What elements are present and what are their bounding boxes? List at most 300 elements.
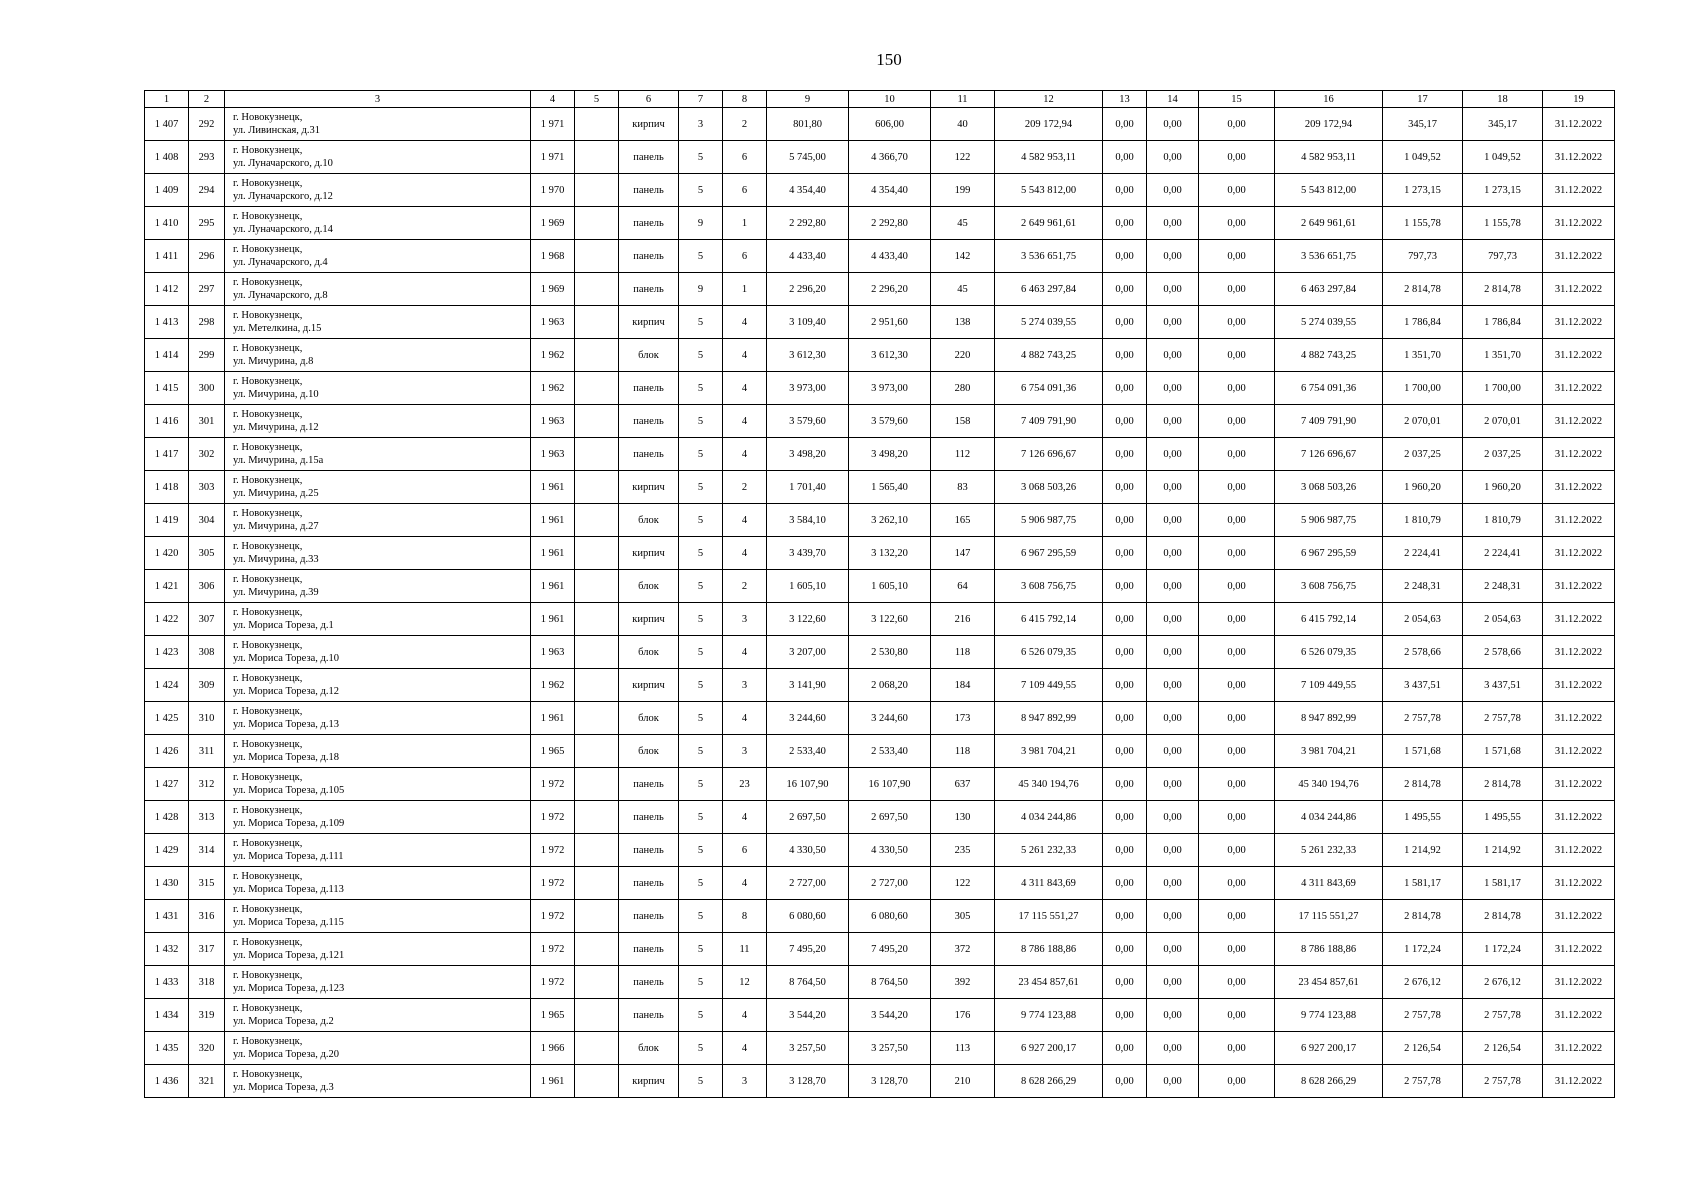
column-15-cell: 0,00 <box>1199 702 1275 735</box>
deadline-date-cell: 31.12.2022 <box>1543 834 1615 867</box>
column-14-cell: 0,00 <box>1147 768 1199 801</box>
item-number-cell: 316 <box>189 900 225 933</box>
column-18-cell: 345,17 <box>1463 108 1543 141</box>
column-15-cell: 0,00 <box>1199 636 1275 669</box>
registry-number-cell: 1 430 <box>145 867 189 900</box>
column-16-cell: 5 261 232,33 <box>1275 834 1383 867</box>
column-18-cell: 3 437,51 <box>1463 669 1543 702</box>
column-18-cell: 1 214,92 <box>1463 834 1543 867</box>
year-built-cell: 1 963 <box>531 405 575 438</box>
total-area-cell: 3 207,00 <box>767 636 849 669</box>
total-area-cell: 4 433,40 <box>767 240 849 273</box>
address-cell <box>225 636 531 669</box>
floors-cell: 5 <box>679 339 723 372</box>
registry-number-cell: 1 409 <box>145 174 189 207</box>
column-14-cell: 0,00 <box>1147 372 1199 405</box>
column-16-cell: 5 906 987,75 <box>1275 504 1383 537</box>
column-14-cell: 0,00 <box>1147 867 1199 900</box>
column-13-cell: 0,00 <box>1103 471 1147 504</box>
column-15-cell: 0,00 <box>1199 405 1275 438</box>
column-18-cell: 1 155,78 <box>1463 207 1543 240</box>
column-16-cell: 6 463 297,84 <box>1275 273 1383 306</box>
column-16-cell: 6 415 792,14 <box>1275 603 1383 636</box>
floors-cell: 5 <box>679 867 723 900</box>
cost-cell: 3 536 651,75 <box>995 240 1103 273</box>
deadline-date-cell: 31.12.2022 <box>1543 438 1615 471</box>
address-cell <box>225 471 531 504</box>
address-street: ул. Мориса Тореза, д.113 <box>233 884 344 895</box>
column-5-cell <box>575 966 619 999</box>
year-built-cell: 1 969 <box>531 273 575 306</box>
floors-cell: 5 <box>679 669 723 702</box>
wall-material-cell: блок <box>619 702 679 735</box>
item-number-cell: 300 <box>189 372 225 405</box>
address-cell <box>225 966 531 999</box>
residents-cell: 637 <box>931 768 995 801</box>
wall-material-cell: кирпич <box>619 471 679 504</box>
column-15-cell: 0,00 <box>1199 207 1275 240</box>
column-16-cell: 6 754 091,36 <box>1275 372 1383 405</box>
wall-material-cell: блок <box>619 339 679 372</box>
year-built-cell: 1 971 <box>531 141 575 174</box>
column-17-cell: 1 495,55 <box>1383 801 1463 834</box>
address-cell <box>225 735 531 768</box>
living-area-cell: 6 080,60 <box>849 900 931 933</box>
residents-cell: 40 <box>931 108 995 141</box>
column-15-cell: 0,00 <box>1199 834 1275 867</box>
residents-cell: 64 <box>931 570 995 603</box>
address-city: г. Новокузнецк, <box>233 772 303 783</box>
cost-cell: 3 068 503,26 <box>995 471 1103 504</box>
entrances-cell: 3 <box>723 669 767 702</box>
deadline-date-cell: 31.12.2022 <box>1543 174 1615 207</box>
cost-cell: 9 774 123,88 <box>995 999 1103 1032</box>
cost-cell: 17 115 551,27 <box>995 900 1103 933</box>
cost-cell: 4 882 743,25 <box>995 339 1103 372</box>
floors-cell: 5 <box>679 900 723 933</box>
year-built-cell: 1 971 <box>531 108 575 141</box>
address-cell <box>225 372 531 405</box>
column-17-cell: 2 814,78 <box>1383 900 1463 933</box>
cost-cell: 6 927 200,17 <box>995 1032 1103 1065</box>
residents-cell: 165 <box>931 504 995 537</box>
column-header: 13 <box>1103 91 1147 108</box>
address-city: г. Новокузнецк, <box>233 145 303 156</box>
wall-material-cell: панель <box>619 438 679 471</box>
address-cell <box>225 108 531 141</box>
address-cell <box>225 999 531 1032</box>
living-area-cell: 3 498,20 <box>849 438 931 471</box>
living-area-cell: 2 530,80 <box>849 636 931 669</box>
wall-material-cell: панель <box>619 174 679 207</box>
cost-cell: 5 261 232,33 <box>995 834 1103 867</box>
column-14-cell: 0,00 <box>1147 504 1199 537</box>
column-15-cell: 0,00 <box>1199 570 1275 603</box>
address-cell <box>225 306 531 339</box>
address-street: ул. Мориса Тореза, д.109 <box>233 818 345 829</box>
column-5-cell <box>575 603 619 636</box>
column-18-cell: 2 126,54 <box>1463 1032 1543 1065</box>
column-17-cell: 345,17 <box>1383 108 1463 141</box>
column-5-cell <box>575 1065 619 1098</box>
column-13-cell: 0,00 <box>1103 141 1147 174</box>
column-17-cell: 2 757,78 <box>1383 999 1463 1032</box>
residents-cell: 45 <box>931 207 995 240</box>
registry-number-cell: 1 421 <box>145 570 189 603</box>
column-5-cell <box>575 372 619 405</box>
wall-material-cell: блок <box>619 504 679 537</box>
registry-number-cell: 1 411 <box>145 240 189 273</box>
residents-cell: 216 <box>931 603 995 636</box>
table-row <box>145 306 1615 339</box>
address-city: г. Новокузнецк, <box>233 970 303 981</box>
address-city: г. Новокузнецк, <box>233 541 303 552</box>
column-16-cell: 209 172,94 <box>1275 108 1383 141</box>
column-14-cell: 0,00 <box>1147 471 1199 504</box>
floors-cell: 5 <box>679 471 723 504</box>
column-16-cell: 45 340 194,76 <box>1275 768 1383 801</box>
column-15-cell: 0,00 <box>1199 108 1275 141</box>
column-16-cell: 3 981 704,21 <box>1275 735 1383 768</box>
column-17-cell: 2 757,78 <box>1383 702 1463 735</box>
total-area-cell: 2 697,50 <box>767 801 849 834</box>
address-street: ул. Мориса Тореза, д.123 <box>233 983 345 994</box>
registry-number-cell: 1 422 <box>145 603 189 636</box>
deadline-date-cell: 31.12.2022 <box>1543 933 1615 966</box>
column-16-cell: 2 649 961,61 <box>1275 207 1383 240</box>
column-17-cell: 2 248,31 <box>1383 570 1463 603</box>
column-15-cell: 0,00 <box>1199 768 1275 801</box>
wall-material-cell: панель <box>619 933 679 966</box>
column-5-cell <box>575 570 619 603</box>
total-area-cell: 3 612,30 <box>767 339 849 372</box>
address-city: г. Новокузнецк, <box>233 277 303 288</box>
column-header: 12 <box>995 91 1103 108</box>
column-17-cell: 2 224,41 <box>1383 537 1463 570</box>
deadline-date-cell: 31.12.2022 <box>1543 1065 1615 1098</box>
column-15-cell: 0,00 <box>1199 504 1275 537</box>
deadline-date-cell: 31.12.2022 <box>1543 669 1615 702</box>
registry-number-cell: 1 434 <box>145 999 189 1032</box>
entrances-cell: 6 <box>723 240 767 273</box>
column-14-cell: 0,00 <box>1147 141 1199 174</box>
column-18-cell: 2 814,78 <box>1463 273 1543 306</box>
year-built-cell: 1 961 <box>531 471 575 504</box>
total-area-cell: 4 354,40 <box>767 174 849 207</box>
column-header: 14 <box>1147 91 1199 108</box>
year-built-cell: 1 972 <box>531 801 575 834</box>
year-built-cell: 1 961 <box>531 1065 575 1098</box>
year-built-cell: 1 962 <box>531 339 575 372</box>
column-5-cell <box>575 240 619 273</box>
total-area-cell: 1 701,40 <box>767 471 849 504</box>
total-area-cell: 3 109,40 <box>767 306 849 339</box>
year-built-cell: 1 972 <box>531 966 575 999</box>
total-area-cell: 3 498,20 <box>767 438 849 471</box>
table-row <box>145 141 1615 174</box>
registry-number-cell: 1 423 <box>145 636 189 669</box>
column-17-cell: 1 786,84 <box>1383 306 1463 339</box>
address-city: г. Новокузнецк, <box>233 376 303 387</box>
deadline-date-cell: 31.12.2022 <box>1543 867 1615 900</box>
residents-cell: 280 <box>931 372 995 405</box>
living-area-cell: 3 973,00 <box>849 372 931 405</box>
column-17-cell: 797,73 <box>1383 240 1463 273</box>
column-14-cell: 0,00 <box>1147 834 1199 867</box>
total-area-cell: 3 257,50 <box>767 1032 849 1065</box>
cost-cell: 3 608 756,75 <box>995 570 1103 603</box>
address-street: ул. Луначарского, д.10 <box>233 158 333 169</box>
column-17-cell: 1 571,68 <box>1383 735 1463 768</box>
address-street: ул. Луначарского, д.8 <box>233 290 328 301</box>
column-13-cell: 0,00 <box>1103 702 1147 735</box>
table-row <box>145 801 1615 834</box>
item-number-cell: 320 <box>189 1032 225 1065</box>
registry-number-cell: 1 417 <box>145 438 189 471</box>
address-city: г. Новокузнецк, <box>233 904 303 915</box>
column-15-cell: 0,00 <box>1199 999 1275 1032</box>
column-15-cell: 0,00 <box>1199 1032 1275 1065</box>
floors-cell: 5 <box>679 405 723 438</box>
total-area-cell: 3 584,10 <box>767 504 849 537</box>
column-17-cell: 1 049,52 <box>1383 141 1463 174</box>
wall-material-cell: панель <box>619 900 679 933</box>
total-area-cell: 3 141,90 <box>767 669 849 702</box>
deadline-date-cell: 31.12.2022 <box>1543 240 1615 273</box>
floors-cell: 5 <box>679 834 723 867</box>
living-area-cell: 3 132,20 <box>849 537 931 570</box>
deadline-date-cell: 31.12.2022 <box>1543 1032 1615 1065</box>
registry-number-cell: 1 427 <box>145 768 189 801</box>
entrances-cell: 4 <box>723 504 767 537</box>
column-14-cell: 0,00 <box>1147 438 1199 471</box>
column-13-cell: 0,00 <box>1103 1065 1147 1098</box>
address-city: г. Новокузнецк, <box>233 805 303 816</box>
entrances-cell: 6 <box>723 174 767 207</box>
residents-cell: 173 <box>931 702 995 735</box>
living-area-cell: 3 579,60 <box>849 405 931 438</box>
column-13-cell: 0,00 <box>1103 999 1147 1032</box>
table-row <box>145 834 1615 867</box>
cost-cell: 5 543 812,00 <box>995 174 1103 207</box>
column-14-cell: 0,00 <box>1147 999 1199 1032</box>
column-14-cell: 0,00 <box>1147 240 1199 273</box>
column-14-cell: 0,00 <box>1147 207 1199 240</box>
cost-cell: 7 126 696,67 <box>995 438 1103 471</box>
column-13-cell: 0,00 <box>1103 1032 1147 1065</box>
year-built-cell: 1 963 <box>531 636 575 669</box>
wall-material-cell: кирпич <box>619 603 679 636</box>
address-street: ул. Луначарского, д.14 <box>233 224 333 235</box>
column-18-cell: 2 037,25 <box>1463 438 1543 471</box>
year-built-cell: 1 965 <box>531 735 575 768</box>
table-row <box>145 570 1615 603</box>
address-cell <box>225 273 531 306</box>
cost-cell: 4 311 843,69 <box>995 867 1103 900</box>
registry-number-cell: 1 435 <box>145 1032 189 1065</box>
address-street: ул. Мориса Тореза, д.3 <box>233 1082 334 1093</box>
total-area-cell: 3 544,20 <box>767 999 849 1032</box>
address-street: ул. Мориса Тореза, д.1 <box>233 620 334 631</box>
item-number-cell: 296 <box>189 240 225 273</box>
address-city: г. Новокузнецк, <box>233 475 303 486</box>
cost-cell: 6 463 297,84 <box>995 273 1103 306</box>
residents-cell: 176 <box>931 999 995 1032</box>
deadline-date-cell: 31.12.2022 <box>1543 603 1615 636</box>
living-area-cell: 4 330,50 <box>849 834 931 867</box>
column-5-cell <box>575 438 619 471</box>
column-5-cell <box>575 735 619 768</box>
living-area-cell: 1 605,10 <box>849 570 931 603</box>
total-area-cell: 5 745,00 <box>767 141 849 174</box>
column-16-cell: 5 543 812,00 <box>1275 174 1383 207</box>
column-15-cell: 0,00 <box>1199 603 1275 636</box>
column-5-cell <box>575 141 619 174</box>
column-16-cell: 23 454 857,61 <box>1275 966 1383 999</box>
address-street: ул. Мичурина, д.39 <box>233 587 319 598</box>
address-city: г. Новокузнецк, <box>233 343 303 354</box>
column-16-cell: 6 967 295,59 <box>1275 537 1383 570</box>
address-city: г. Новокузнецк, <box>233 211 303 222</box>
column-15-cell: 0,00 <box>1199 1065 1275 1098</box>
item-number-cell: 313 <box>189 801 225 834</box>
floors-cell: 5 <box>679 966 723 999</box>
item-number-cell: 317 <box>189 933 225 966</box>
year-built-cell: 1 961 <box>531 702 575 735</box>
entrances-cell: 4 <box>723 537 767 570</box>
column-13-cell: 0,00 <box>1103 834 1147 867</box>
column-15-cell: 0,00 <box>1199 966 1275 999</box>
column-5-cell <box>575 471 619 504</box>
table-row <box>145 1032 1615 1065</box>
entrances-cell: 11 <box>723 933 767 966</box>
cost-cell: 6 754 091,36 <box>995 372 1103 405</box>
column-18-cell: 2 814,78 <box>1463 900 1543 933</box>
column-17-cell: 1 172,24 <box>1383 933 1463 966</box>
column-5-cell <box>575 339 619 372</box>
floors-cell: 5 <box>679 735 723 768</box>
wall-material-cell: панель <box>619 999 679 1032</box>
column-header: 1 <box>145 91 189 108</box>
wall-material-cell: блок <box>619 735 679 768</box>
address-city: г. Новокузнецк, <box>233 508 303 519</box>
address-street: ул. Мориса Тореза, д.13 <box>233 719 339 730</box>
column-header: 17 <box>1383 91 1463 108</box>
floors-cell: 5 <box>679 999 723 1032</box>
floors-cell: 9 <box>679 273 723 306</box>
column-16-cell: 4 582 953,11 <box>1275 141 1383 174</box>
total-area-cell: 8 764,50 <box>767 966 849 999</box>
deadline-date-cell: 31.12.2022 <box>1543 207 1615 240</box>
registry-number-cell: 1 428 <box>145 801 189 834</box>
cost-cell: 5 906 987,75 <box>995 504 1103 537</box>
column-number-row <box>145 91 1615 108</box>
floors-cell: 5 <box>679 372 723 405</box>
column-header: 10 <box>849 91 931 108</box>
address-street: ул. Мичурина, д.10 <box>233 389 319 400</box>
residents-cell: 113 <box>931 1032 995 1065</box>
residents-cell: 305 <box>931 900 995 933</box>
living-area-cell: 3 128,70 <box>849 1065 931 1098</box>
table-row <box>145 438 1615 471</box>
table-row <box>145 339 1615 372</box>
column-18-cell: 1 786,84 <box>1463 306 1543 339</box>
deadline-date-cell: 31.12.2022 <box>1543 306 1615 339</box>
total-area-cell: 2 296,20 <box>767 273 849 306</box>
address-cell <box>225 339 531 372</box>
column-13-cell: 0,00 <box>1103 405 1147 438</box>
address-cell <box>225 1065 531 1098</box>
item-number-cell: 310 <box>189 702 225 735</box>
deadline-date-cell: 31.12.2022 <box>1543 900 1615 933</box>
deadline-date-cell: 31.12.2022 <box>1543 636 1615 669</box>
address-cell <box>225 405 531 438</box>
address-city: г. Новокузнецк, <box>233 871 303 882</box>
column-14-cell: 0,00 <box>1147 1065 1199 1098</box>
column-18-cell: 2 676,12 <box>1463 966 1543 999</box>
column-13-cell: 0,00 <box>1103 933 1147 966</box>
address-cell <box>225 207 531 240</box>
year-built-cell: 1 972 <box>531 768 575 801</box>
wall-material-cell: панель <box>619 834 679 867</box>
residents-cell: 147 <box>931 537 995 570</box>
column-14-cell: 0,00 <box>1147 603 1199 636</box>
cost-cell: 3 981 704,21 <box>995 735 1103 768</box>
page-number: 150 <box>876 50 902 69</box>
item-number-cell: 304 <box>189 504 225 537</box>
column-18-cell: 797,73 <box>1463 240 1543 273</box>
address-city: г. Новокузнецк, <box>233 607 303 618</box>
table-row <box>145 537 1615 570</box>
wall-material-cell: панель <box>619 768 679 801</box>
floors-cell: 5 <box>679 504 723 537</box>
living-area-cell: 2 533,40 <box>849 735 931 768</box>
floors-cell: 5 <box>679 636 723 669</box>
registry-number-cell: 1 412 <box>145 273 189 306</box>
total-area-cell: 3 122,60 <box>767 603 849 636</box>
column-15-cell: 0,00 <box>1199 438 1275 471</box>
address-street: ул. Мичурина, д.33 <box>233 554 319 565</box>
living-area-cell: 16 107,90 <box>849 768 931 801</box>
item-number-cell: 294 <box>189 174 225 207</box>
registry-number-cell: 1 432 <box>145 933 189 966</box>
address-city: г. Новокузнецк, <box>233 673 303 684</box>
address-cell <box>225 900 531 933</box>
living-area-cell: 2 727,00 <box>849 867 931 900</box>
address-city: г. Новокузнецк, <box>233 1036 303 1047</box>
address-street: ул. Мичурина, д.27 <box>233 521 319 532</box>
total-area-cell: 1 605,10 <box>767 570 849 603</box>
cost-cell: 7 109 449,55 <box>995 669 1103 702</box>
residents-cell: 142 <box>931 240 995 273</box>
table-row <box>145 372 1615 405</box>
registry-number-cell: 1 436 <box>145 1065 189 1098</box>
address-cell <box>225 240 531 273</box>
cost-cell: 6 415 792,14 <box>995 603 1103 636</box>
year-built-cell: 1 972 <box>531 867 575 900</box>
floors-cell: 5 <box>679 438 723 471</box>
cost-cell: 8 628 266,29 <box>995 1065 1103 1098</box>
entrances-cell: 4 <box>723 702 767 735</box>
entrances-cell: 4 <box>723 372 767 405</box>
entrances-cell: 6 <box>723 141 767 174</box>
column-17-cell: 2 054,63 <box>1383 603 1463 636</box>
column-17-cell: 2 578,66 <box>1383 636 1463 669</box>
column-15-cell: 0,00 <box>1199 273 1275 306</box>
residents-cell: 45 <box>931 273 995 306</box>
table-row <box>145 867 1615 900</box>
column-18-cell: 1 571,68 <box>1463 735 1543 768</box>
